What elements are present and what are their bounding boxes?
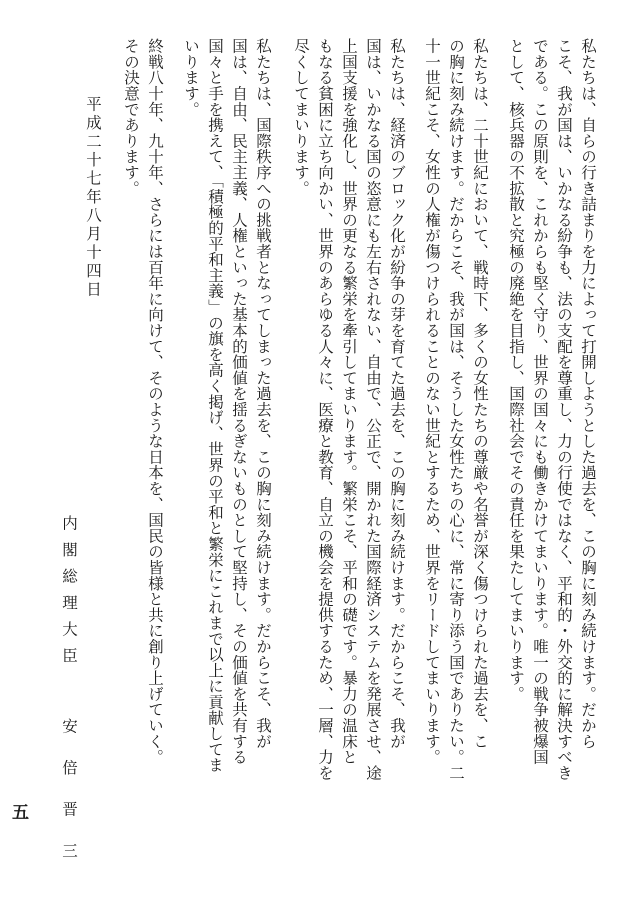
paragraph-4-line-3: 国々と手を携えて、「積極的平和主義」の旗を高く掲げ、世界の平和と繁栄にこれまで以上に貢献してま	[206, 38, 224, 773]
paragraph-3-line-5: 尽くしてまいります。	[292, 38, 310, 196]
paragraph-4-line-4: いります。	[182, 38, 200, 117]
paragraph-2-line-1: 私たちは、二十世紀において、戦時下、多くの女性たちの尊厳や名誉が深く傷つけられた過去を、こ	[471, 38, 489, 749]
signatory-name: 安倍晋三	[60, 718, 78, 884]
paragraph-1-line-4: として、核兵器の不拡散と究極の廃絶を目指し、国際社会でその責任を果たしてまいります。	[507, 38, 525, 702]
signatory-title: 内閣総理大臣	[60, 515, 78, 674]
paragraph-1-line-3: である。この原則を、これからも堅く守り、世界の国々にも働きかけてまいります。唯一の戦争被爆国	[531, 38, 549, 765]
paragraph-2-line-3: 十一世紀こそ、女性の人権が傷つけられることのない世紀とするため、世界をリードしてまいります。	[423, 38, 441, 765]
paragraph-1-line-2: こそ、我が国は、いかなる紛争も、法の支配を尊重し、力の行使ではなく、平和的・外交的に解決すべき	[555, 38, 573, 781]
paragraph-5-line-2: その決意であります。	[122, 38, 140, 196]
paragraph-2-line-2: の胸に刻み続けます。だからこそ、我が国は、そうした女性たちの心に、常に寄り添う国でありたい。二	[447, 38, 465, 781]
paragraph-1-line-1: 私たちは、自らの行き詰まりを力によって打開しようとした過去を、この胸に刻み続けます。だから	[579, 38, 597, 749]
paragraph-3-line-4: もなる貧困に立ち向かい、世界のあらゆる人々に、医療と教育、自立の機会を提供するため、一層、力を	[316, 38, 334, 781]
statement-date: 平成二十七年八月十四日	[84, 96, 102, 300]
paragraph-3-line-2: 国は、いかなる国の恣意にも左右されない、自由で、公正で、開かれた国際経済システムを発展させ、途	[364, 38, 382, 781]
paragraph-5-line-1: 終戦八十年、九十年、さらには百年に向けて、そのような日本を、国民の皆様と共に創り上げていく。	[146, 38, 164, 765]
paragraph-3-line-3: 上国支援を強化し、世界の更なる繁栄を牽引してまいります。繁栄こそ、平和の礎です。暴力の温床と	[340, 38, 358, 765]
paragraph-4-line-2: 国は、自由、民主主義、人権といった基本的価値を揺るぎないものとして堅持し、その価値を共有する	[230, 38, 248, 765]
paragraph-3-line-1: 私たちは、経済のブロック化が紛争の芽を育てた過去を、この胸に刻み続けます。だからこそ、我が	[388, 38, 406, 749]
paragraph-4-line-1: 私たちは、国際秩序への挑戦者となってしまった過去を、この胸に刻み続けます。だからこそ、我が	[254, 38, 272, 749]
page-number: 五	[12, 803, 29, 823]
